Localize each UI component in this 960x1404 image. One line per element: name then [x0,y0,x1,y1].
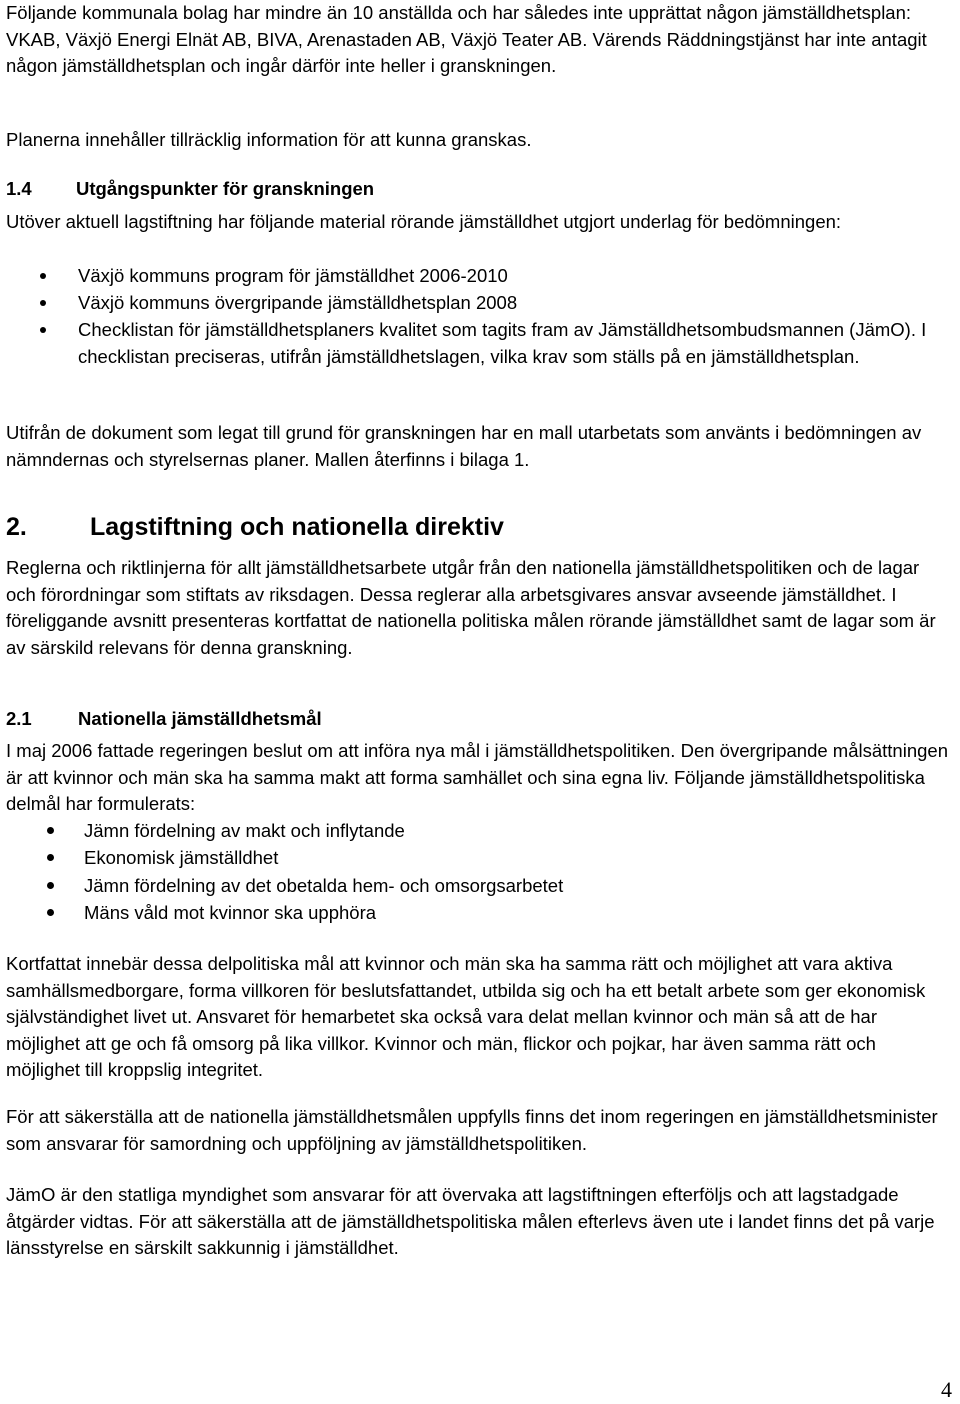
list-item: Jämn fördelning av det obetalda hem- och omsorgsarbetet [6,872,954,899]
section-2-1-paragraph-1: Kortfattat innebär dessa delpolitiska mål att kvinnor och män ska ha samma rätt och möjlighet att vara aktiva samhällsmedborgare, forma villkoren för beslutsfattandet, utbilda sig och ha ett betalt arbete som ger ekonomisk självständighet livet ut. Ansvaret för hemarbetet ska också vara delat mellan kvinnor och män så att de har möjlighet att ge och få omsorg på lika villkor. Kvinnor och män, flickor och pojkar, har även samma rätt och möjlighet till kroppslig integritet. [6,953,926,1080]
section-2-1-heading [6,706,322,732]
section-2-1-number: 2.1 [6,708,32,729]
bullet-icon [40,327,46,333]
section-1-4-closing: Utifrån de dokument som legat till grund för granskningen har en mall utarbetats som använts i bedömningen av nämndernas och styrelsernas planer. Mallen återfinns i bilaga 1. [6,422,922,470]
list-item: Växjö kommuns program för jämställdhet 2006-2010 [6,262,954,289]
section-1-4-number: 1.4 [6,178,32,199]
bullet-icon [47,827,54,834]
section-2-heading [6,511,504,543]
list-item: Växjö kommuns övergripande jämställdhetsplan 2008 [6,289,954,316]
list-item: Checklistan för jämställdhetsplaners kvalitet som tagits fram av Jämställdhetsombudsmannen (JämO). I checklistan preciseras, utifrån jämställdhetslagen, vilka krav som ställs på en jämställdhetsplan. [6,316,954,370]
section-1-4-title: Utgångspunkter för granskningen [76,178,375,199]
section-2-1-title: Nationella jämställdhetsmål [78,708,322,729]
section-2-number: 2. [6,513,27,541]
section-2-paragraph: Reglerna och riktlinjerna för allt jämställdhetsarbete utgår från den nationella jämställdhetspolitiken och de lagar och förordningar som stiftats av riksdagen. Dessa reglerar alla arbetsgivares ansvar avseende jämställdhet. I föreliggande avsnitt presenteras kortfattat de nationella politiska målen rörande jämställdhet samt de lagar som är av särskild relevans för denna granskning. [6,557,936,658]
intro-paragraph-2: Planerna innehåller tillräcklig information för att kunna granskas. [6,129,532,150]
bullet-icon [47,909,54,916]
section-2-1-paragraph-3: JämO är den statliga myndighet som ansvarar för att övervaka att lagstiftningen efterföljs och att lagstadgade åtgärder vidtas. För att säkerställa att de jämställdhetspolitiska målen efterlevs även ute i landet finns det på varje länsstyrelse en särskilt sakkunnig i jämställdhet. [6,1184,935,1258]
section-2-title: Lagstiftning och nationella direktiv [90,513,504,541]
section-1-4-heading [6,176,374,202]
bullet-icon [47,882,54,889]
intro-paragraph-1: Följande kommunala bolag har mindre än 10 anställda och har således inte upprättat någon jämställdhetsplan: VKAB, Växjö Energi Elnät AB, BIVA, Arenastaden AB, Växjö Teater AB. Värends Räddningstjänst har inte antagit någon jämställdhetsplan och ingår därför inte heller i granskningen. [6,2,927,76]
list-item: Jämn fördelning av makt och inflytande [6,817,954,844]
page-number: 4 [941,1377,952,1402]
section-2-1-list [6,817,954,926]
list-item: Mäns våld mot kvinnor ska upphöra [6,899,954,926]
section-1-4-lead: Utöver aktuell lagstiftning har följande material rörande jämställdhet utgjort underlag för bedömningen: [6,211,842,232]
bullet-icon [40,273,46,279]
section-2-1-paragraph-2: För att säkerställa att de nationella jämställdhetsmålen uppfylls finns det inom regeringen en jämställdhetsminister som ansvarar för samordning och uppföljning av jämställdhetspolitiken. [6,1106,938,1154]
section-2-1-lead: I maj 2006 fattade regeringen beslut om att införa nya mål i jämställdhetspolitiken. Den övergripande målsättningen är att kvinnor och män ska ha samma makt att forma samhället och sina egna liv. Följande jämställdhetspolitiska delmål har formulerats: [6,740,948,814]
bullet-icon [47,854,54,861]
section-1-4-list [6,262,954,370]
list-item: Ekonomisk jämställdhet [6,844,954,871]
bullet-icon [40,300,46,306]
